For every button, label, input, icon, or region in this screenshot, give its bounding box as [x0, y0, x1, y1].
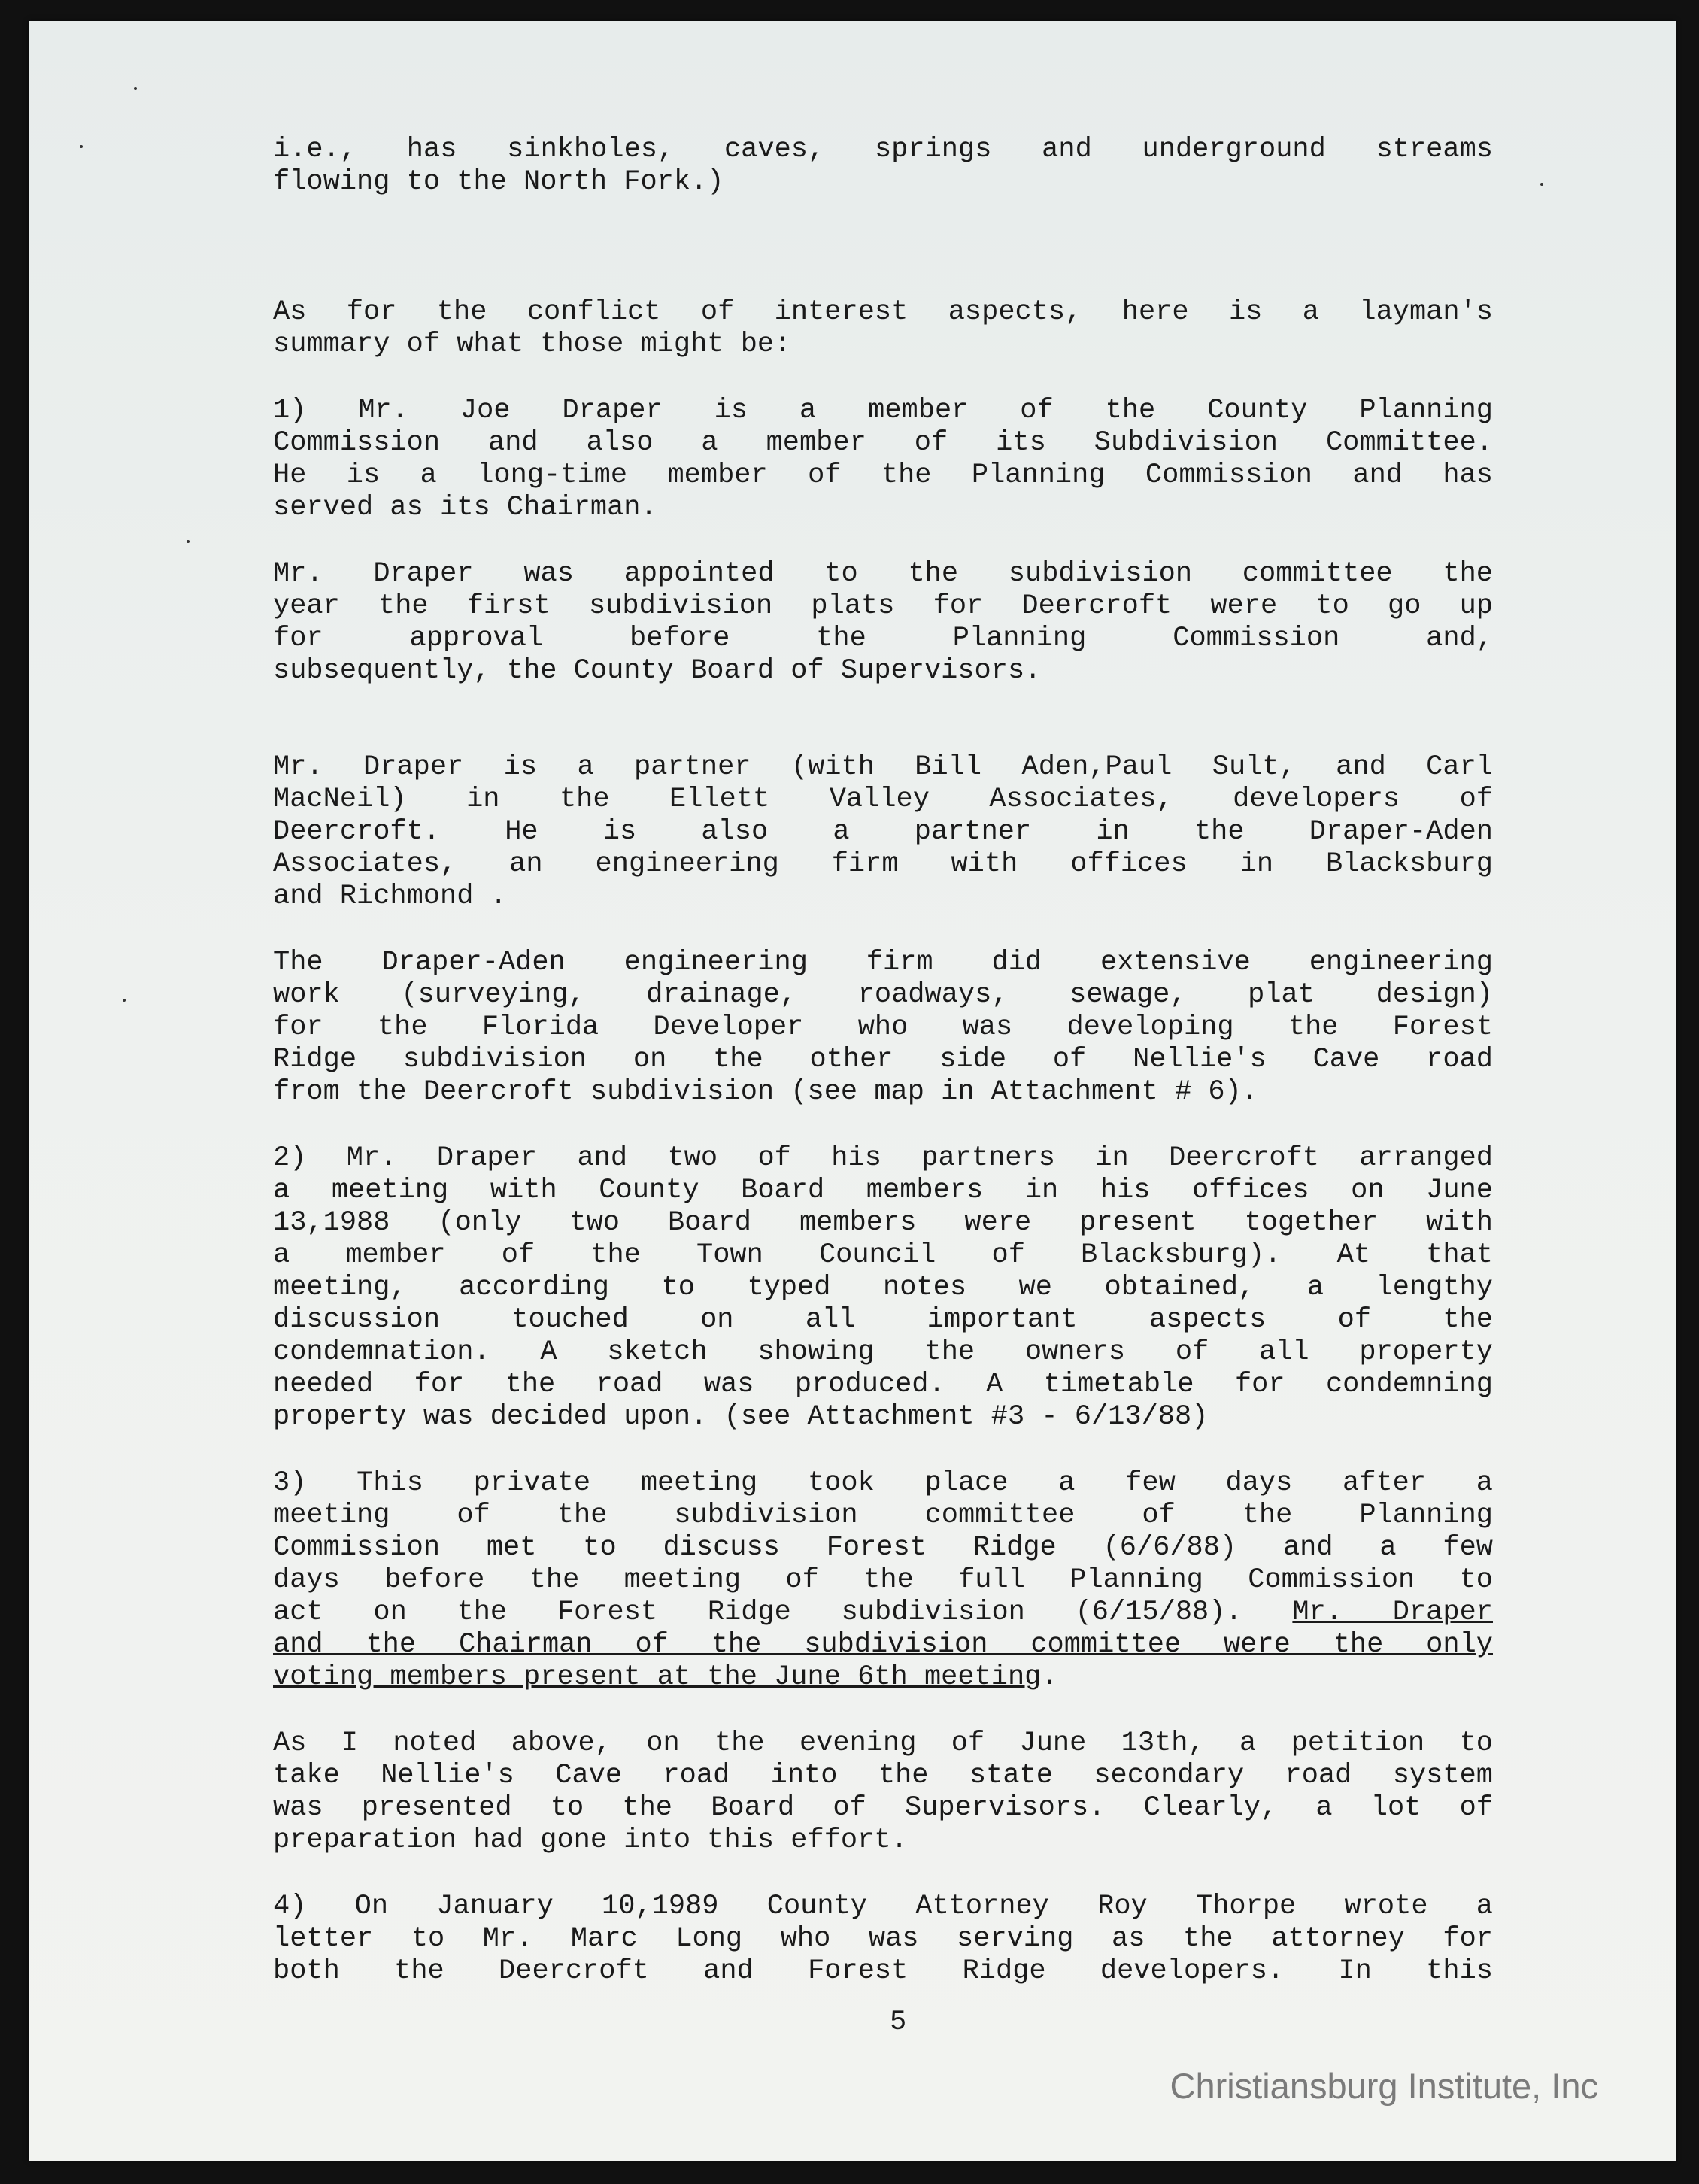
scan-speck — [80, 145, 83, 148]
text-line: Associates, an engineering firm with offices in Blacksburg — [273, 848, 1493, 880]
underlined-text: voting members present at the June 6th meeting — [273, 1661, 1042, 1693]
text-line: for approval before the Planning Commission and, — [273, 623, 1493, 654]
text-segment: . — [1041, 1661, 1058, 1693]
paragraph — [273, 1467, 1493, 1694]
scan-speck — [1540, 183, 1543, 186]
text-line: take Nellie's Cave road into the state secondary road system — [273, 1760, 1493, 1791]
text-line: Deercroft. He is also a partner in the Draper-Aden — [273, 816, 1493, 848]
text-line: As for the conflict of interest aspects, here is a layman's — [273, 296, 1493, 328]
text-line — [273, 1597, 1493, 1629]
text-line: subsequently, the County Board of Supervisors. — [273, 655, 1042, 687]
text-line: flowing to the North Fork.) — [273, 166, 724, 198]
scan-speck — [187, 540, 190, 543]
text-line: year the first subdivision plats for Deercroft were to go up — [273, 590, 1493, 622]
text-line: Ridge subdivision on the other side of Nellie's Cave road — [273, 1044, 1493, 1075]
underlined-text: and the Chairman of the subdivision committee were the only — [273, 1629, 1493, 1661]
text-line: Mr. Draper was appointed to the subdivision committee the — [273, 558, 1493, 590]
watermark: Christiansburg Institute, Inc — [1170, 2066, 1598, 2106]
text-line: As I noted above, on the evening of June 13th, a petition to — [273, 1727, 1493, 1759]
text-line: Commission and also a member of its Subdivision Committee. — [273, 427, 1493, 459]
paragraph — [273, 558, 1493, 687]
document-page — [29, 21, 1676, 2161]
text-line: The Draper-Aden engineering firm did extensive engineering — [273, 947, 1493, 978]
scan-speck — [123, 999, 126, 1002]
text-line: property was decided upon. (see Attachment #3 - 6/13/88) — [273, 1401, 1209, 1433]
text-segment: act on the Forest Ridge subdivision (6/15/88). — [273, 1597, 1242, 1628]
text-line: Commission met to discuss Forest Ridge (6/6/88) and a few — [273, 1532, 1493, 1564]
text-line: letter to Mr. Marc Long who was serving as the attorney for — [273, 1923, 1493, 1955]
text-line: 1) Mr. Joe Draper is a member of the County Planning — [273, 395, 1493, 426]
body-text — [273, 134, 1493, 1988]
text-line: meeting, according to typed notes we obtained, a lengthy — [273, 1272, 1493, 1303]
text-line: 3) This private meeting took place a few days after a — [273, 1467, 1493, 1499]
text-line: for the Florida Developer who was developing the Forest — [273, 1012, 1493, 1043]
text-line: i.e., has sinkholes, caves, springs and underground streams — [273, 134, 1493, 165]
text-line: Mr. Draper is a partner (with Bill Aden,Paul Sult, and Carl — [273, 751, 1493, 783]
scan-speck — [134, 87, 137, 90]
text-line: 2) Mr. Draper and two of his partners in Deercroft arranged — [273, 1142, 1493, 1174]
text-line: summary of what those might be: — [273, 329, 791, 360]
text-line: was presented to the Board of Supervisors. Clearly, a lot of — [273, 1792, 1493, 1824]
page-number: 5 — [890, 2007, 907, 2038]
paragraph — [273, 751, 1493, 913]
text-line: served as its Chairman. — [273, 492, 657, 523]
text-line: from the Deercroft subdivision (see map in Attachment # 6). — [273, 1076, 1259, 1108]
text-line: discussion touched on all important aspects of the — [273, 1304, 1493, 1336]
paragraph — [273, 1891, 1493, 1988]
text-line: a meeting with County Board members in his offices on June — [273, 1175, 1493, 1206]
paragraph — [273, 395, 1493, 524]
text-line: 13,1988 (only two Board members were present together with — [273, 1207, 1493, 1239]
text-line: preparation had gone into this effort. — [273, 1825, 908, 1856]
text-line: condemnation. A sketch showing the owners of all property — [273, 1336, 1493, 1368]
paragraph — [273, 1142, 1493, 1433]
text-line: work (surveying, drainage, roadways, sewage, plat design) — [273, 979, 1493, 1011]
text-line: days before the meeting of the full Planning Commission to — [273, 1564, 1493, 1596]
text-line: needed for the road was produced. A timetable for condemning — [273, 1369, 1493, 1400]
underlined-text: Mr. Draper — [1292, 1597, 1493, 1628]
paragraph — [273, 296, 1493, 361]
text-line: meeting of the subdivision committee of the Planning — [273, 1500, 1493, 1531]
text-line: a member of the Town Council of Blacksburg). At that — [273, 1239, 1493, 1271]
text-line — [273, 1661, 1493, 1694]
paragraph — [273, 1727, 1493, 1857]
paragraph — [273, 134, 1493, 199]
text-line: He is a long-time member of the Planning Commission and has — [273, 460, 1493, 491]
text-line: both the Deercroft and Forest Ridge developers. In this — [273, 1955, 1493, 1987]
paragraph — [273, 947, 1493, 1109]
text-line: and Richmond . — [273, 881, 507, 912]
text-line: 4) On January 10,1989 County Attorney Roy Thorpe wrote a — [273, 1891, 1493, 1922]
text-line: MacNeil) in the Ellett Valley Associates, developers of — [273, 784, 1493, 815]
